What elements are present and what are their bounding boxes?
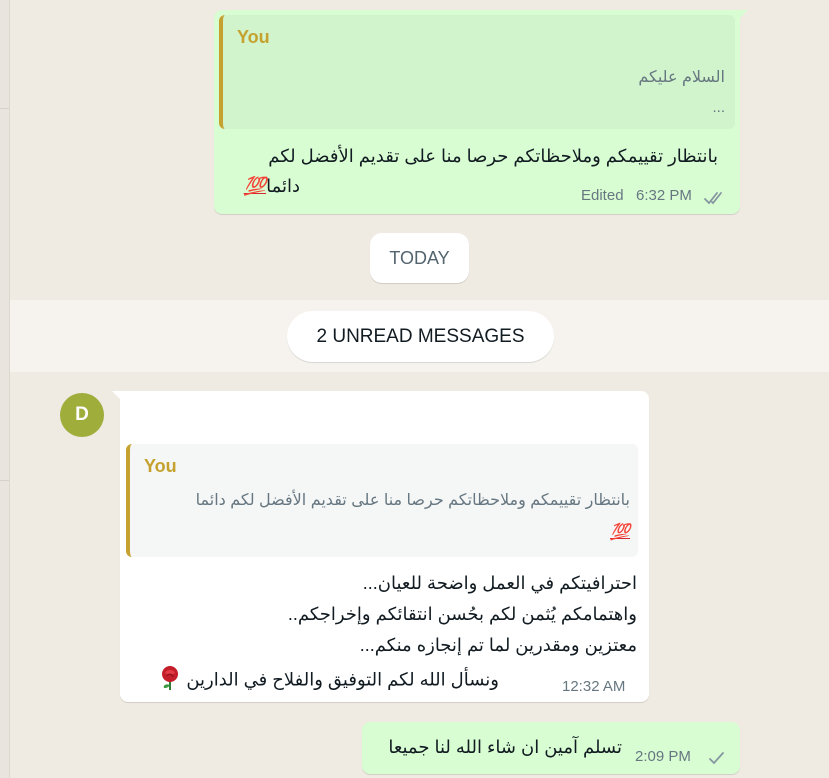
hundred-points-emoji: 💯 [243,176,267,196]
unread-messages-label: 2 UNREAD MESSAGES [316,325,525,347]
message-line-1: احترافيتكم في العمل واضحة للعيان... [362,573,637,593]
avatar[interactable] [60,393,104,437]
message-line-3: معتزين ومقدرين لما تم إنجازه منكم... [359,635,637,655]
message-text-word: دائما [266,176,300,196]
sidebar-divider [0,480,9,481]
rose-emoji [159,665,181,696]
quote-ellipsis: ... [712,99,725,116]
message-time: 2:09 PM [635,748,691,765]
quote-text: بانتظار تقييمكم وملاحظاتكم حرصا منا على تقديم الأفضل لكم دائما [195,492,630,509]
outgoing-message[interactable] [362,722,740,774]
hundred-points-emoji: 💯 [610,524,630,541]
message-line-4-text: ونسأل الله لكم التوفيق والفلاح في الدارين [186,669,499,690]
quote-author: You [144,456,177,476]
sidebar-divider [0,108,9,109]
outgoing-message-quoted[interactable] [214,10,740,214]
message-text-line2 [244,176,300,197]
quote-emoji [610,522,630,542]
unread-messages-divider [287,311,554,362]
quote-author: You [237,27,270,47]
quoted-message[interactable] [126,444,638,557]
bubble-tail [112,391,122,401]
message-text: تسلم آمين ان شاء الله لنا جميعا [388,737,622,757]
quoted-message[interactable] [219,15,735,129]
sidebar-edge [0,0,10,778]
bubble-tail [738,10,748,20]
message-time: 6:32 PM [636,187,692,204]
avatar-initial: D [75,404,89,425]
double-check-icon [704,190,728,206]
date-divider-today [370,233,469,283]
message-line-4 [159,665,499,696]
single-check-icon [708,750,726,766]
message-time: 12:32 AM [562,678,626,695]
edited-label: Edited [581,187,624,204]
quote-text: السلام عليكم [638,69,725,86]
message-text: بانتظار تقييمكم وملاحظاتكم حرصا منا على تقديم الأفضل لكم [268,146,718,166]
incoming-message-quoted[interactable] [120,391,649,702]
message-line-2: واهتمامكم يُثمن لكم بحُسن انتقائكم وإخراجكم.. [287,604,637,624]
date-divider-label: TODAY [389,247,450,268]
